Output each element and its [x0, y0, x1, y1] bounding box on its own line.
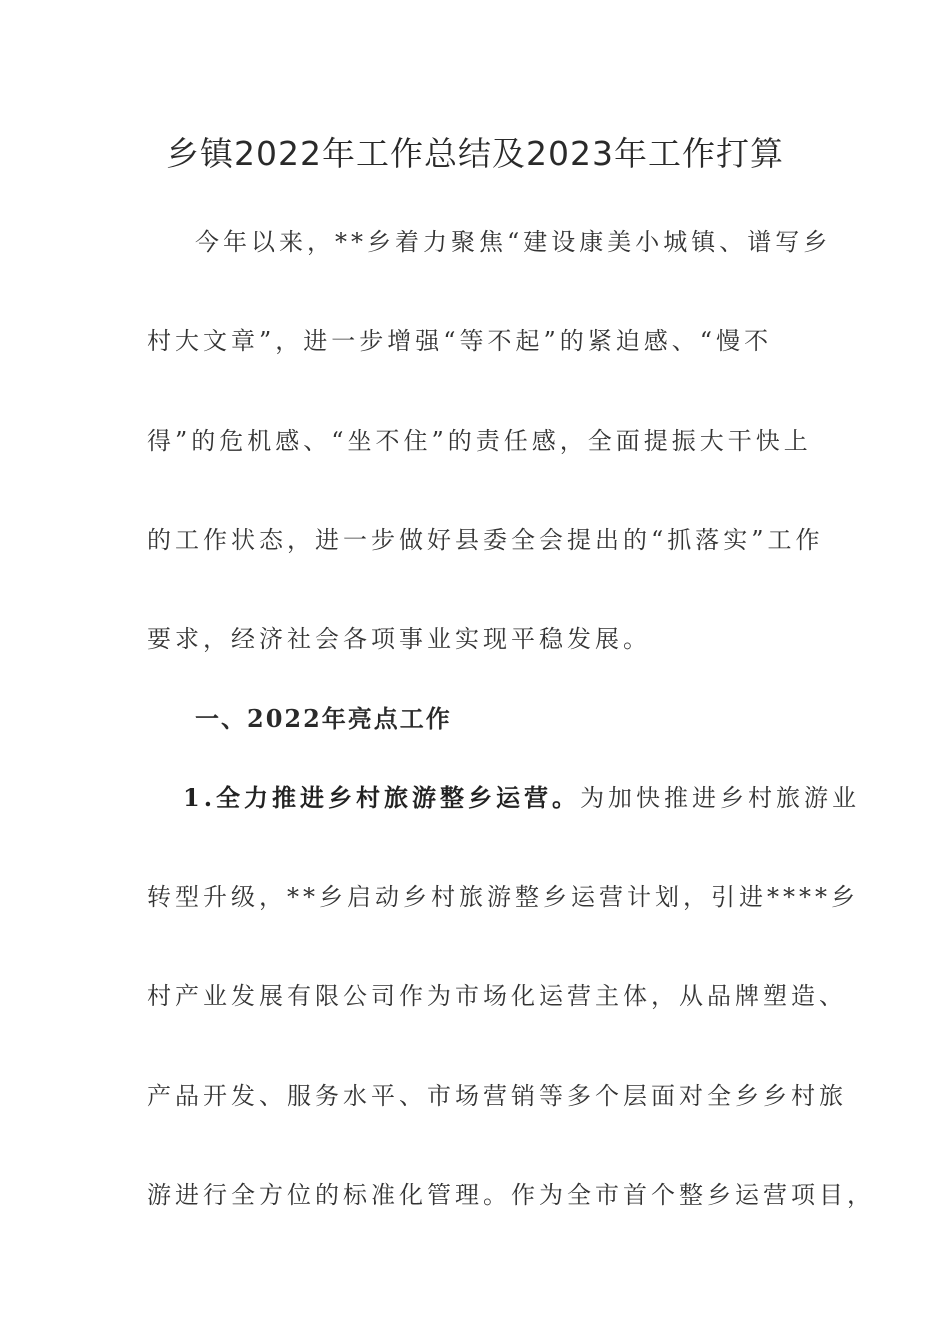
intro-line-2: 村大文章”，进一步增强“等不起”的紧迫感、“慢不: [147, 327, 773, 355]
intro-line-3: 得”的危机感、“坐不住”的责任感，全面提振大干快上: [147, 427, 812, 455]
item1-line-4: 产品开发、服务水平、市场营销等多个层面对全乡乡村旅: [147, 1082, 847, 1110]
intro-line-4: 的工作状态，进一步做好县委全会提出的“抓落实”工作: [147, 526, 824, 554]
item1-first-line: [183, 778, 861, 818]
intro-line-5: 要求，经济社会各项事业实现平稳发展。: [147, 625, 651, 653]
item1-line-2: 转型升级，**乡启动乡村旅游整乡运营计划，引进****乡: [147, 883, 859, 911]
section-heading: 一、2022年亮点工作: [195, 704, 452, 733]
item1-line-5: 游进行全方位的标准化管理。作为全市首个整乡运营项目，: [147, 1181, 875, 1209]
intro-line-1: 今年以来，**乡着力聚焦“建设康美小城镇、谱写乡: [195, 228, 832, 256]
document-title: 乡镇2022年工作总结及2023年工作打算: [166, 134, 784, 173]
item1-lead-rest: 为加快推进乡村旅游业: [580, 784, 861, 812]
item1-lead-bold: 1.全力推进乡村旅游整乡运营。: [183, 783, 581, 812]
item1-line-3: 村产业发展有限公司作为市场化运营主体，从品牌塑造、: [147, 982, 847, 1010]
